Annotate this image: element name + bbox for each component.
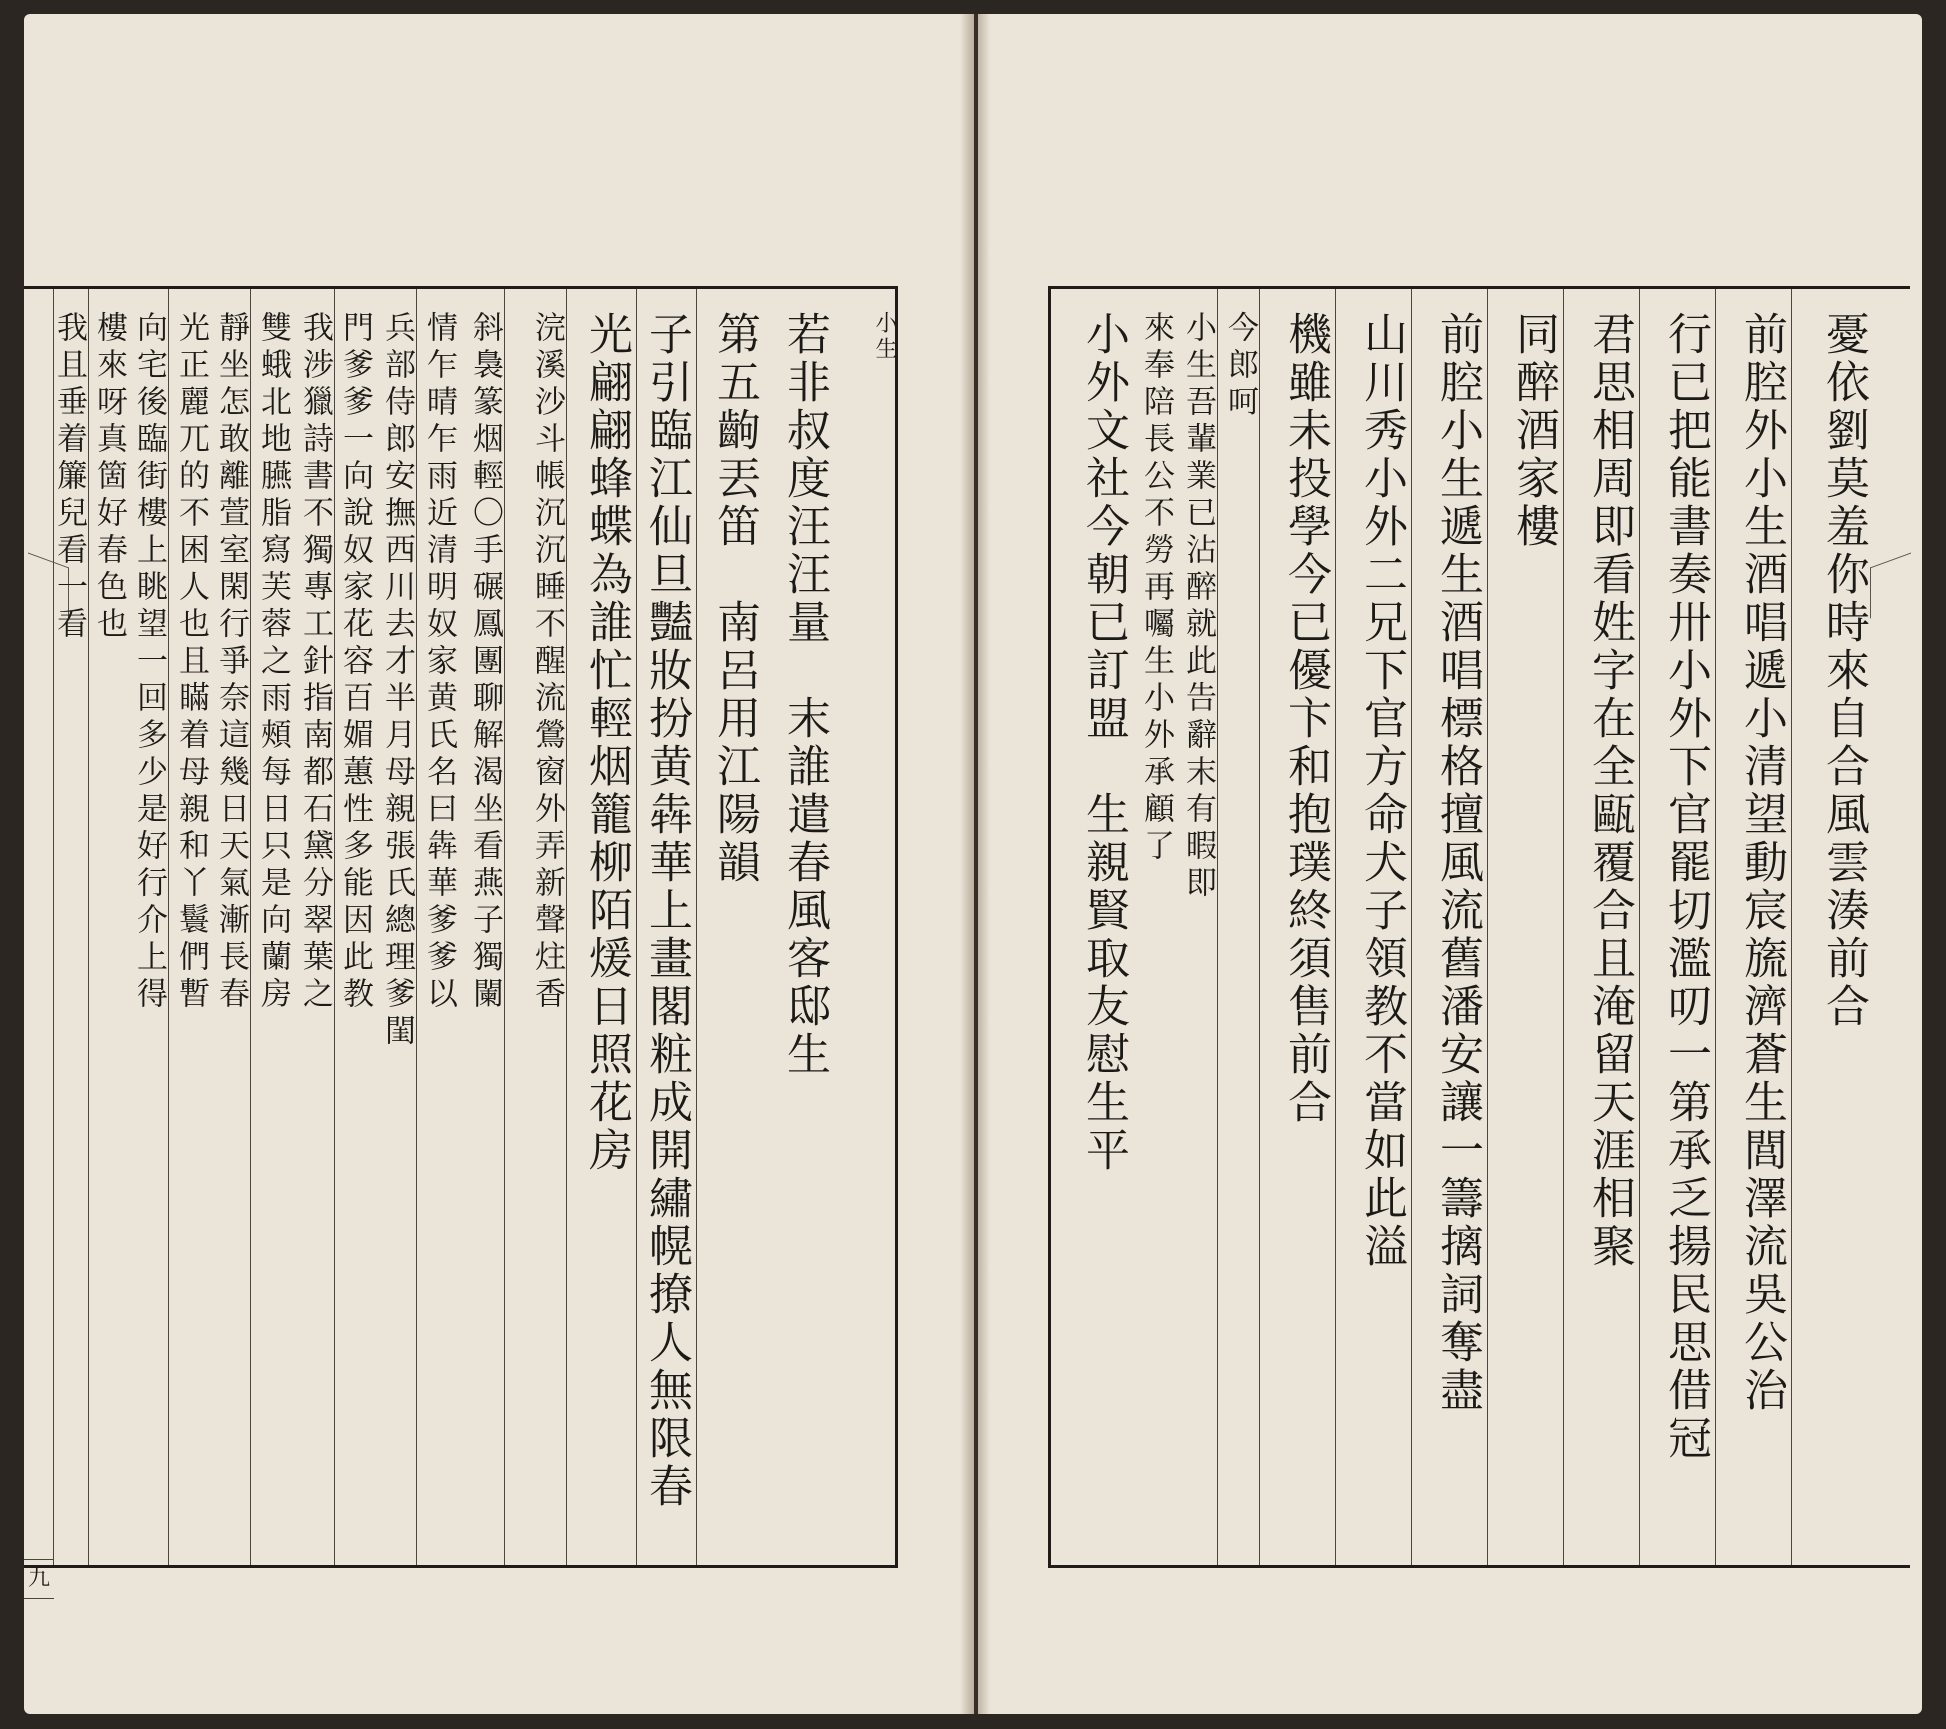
text-column bbox=[1335, 289, 1411, 1565]
column-text: 今郎呵 bbox=[1222, 311, 1258, 422]
text-column bbox=[51, 289, 88, 1565]
text-column bbox=[1791, 289, 1873, 1565]
text-column bbox=[1217, 289, 1259, 1565]
column-text: 若非叔度汪汪量 末誰遣春風客邸生 bbox=[779, 311, 830, 1079]
column-text: 兵部侍郎安撫西川去才半月母親張氏總理爹閨 bbox=[379, 311, 415, 1051]
text-column bbox=[636, 289, 696, 1565]
right-text-frame bbox=[1048, 286, 1910, 1568]
folio-column bbox=[24, 289, 54, 1591]
text-column bbox=[250, 289, 292, 1565]
column-text: 行已把能書奏卅小外下官罷切濫叨一第承乏揚民思借冠 bbox=[1660, 311, 1711, 1463]
column-text: 第五齣丟笛 南呂用江陽韻 bbox=[709, 311, 760, 887]
text-column bbox=[1715, 289, 1791, 1565]
column-text: 情乍晴乍雨近清明奴家黄氏名曰犇華爹爹以 bbox=[421, 311, 457, 1014]
column-text: 雙蛾北地臙脂寫芙蓉之雨頰每日只是向蘭房 bbox=[255, 311, 291, 1014]
column-text: 子引臨江仙旦豔妝扮黄犇華上畫閣粧成開繡幌撩人無限春 bbox=[641, 311, 692, 1511]
column-text: 小外文社今朝已訂盟 生親賢取友慰生平 bbox=[1078, 311, 1129, 1175]
column-text: 君思相周即看姓字在全甌覆合且淹留天涯相聚 bbox=[1584, 311, 1635, 1271]
column-text: 光正麗兀的不困人也且瞞着母親和丫鬟們暫 bbox=[173, 311, 209, 1014]
text-column bbox=[504, 289, 566, 1565]
text-column bbox=[764, 289, 834, 1565]
text-column bbox=[566, 289, 636, 1565]
text-column bbox=[210, 289, 250, 1565]
text-column bbox=[374, 289, 416, 1565]
text-column bbox=[458, 289, 504, 1565]
column-text: 同醉酒家樓 bbox=[1508, 311, 1559, 551]
column-text: 山川秀小外二兄下官方命犬子領教不當如此溢 bbox=[1356, 311, 1407, 1271]
text-column bbox=[1563, 289, 1639, 1565]
text-column bbox=[292, 289, 334, 1565]
text-column bbox=[696, 289, 764, 1565]
column-text: 我涉獵詩書不獨專工針指南都石黛分翠葉之 bbox=[297, 311, 333, 1014]
column-text: 光翩翩蜂蝶為誰忙輕烟籠柳陌煖日照花房 bbox=[581, 311, 632, 1175]
column-text: 來奉陪長公不勞再囑生小外承顧了 bbox=[1138, 311, 1174, 866]
text-column bbox=[88, 289, 128, 1565]
text-column bbox=[1259, 289, 1335, 1565]
text-column bbox=[1051, 289, 1133, 1565]
column-text: 前腔外小生酒唱遞小清望動宸旒濟蒼生閭澤流吳公治 bbox=[1736, 311, 1787, 1415]
column-text: 機雖未投學今已優卞和抱璞終須售前合 bbox=[1280, 311, 1331, 1127]
column-text: 浣溪沙斗帳沉沉睡不醒流鶯窗外弄新聲炷香 bbox=[529, 311, 565, 1014]
text-column bbox=[416, 289, 458, 1565]
text-column bbox=[168, 289, 210, 1565]
column-text: 靜坐怎敢離萱室閑行爭奈這幾日天氣漸長春 bbox=[213, 311, 249, 1014]
text-column bbox=[1639, 289, 1715, 1565]
page-number: 九 bbox=[24, 1559, 54, 1599]
text-column bbox=[834, 289, 898, 1565]
column-text: 我且垂着簾兒看一看 bbox=[51, 311, 87, 644]
text-column bbox=[1487, 289, 1563, 1565]
column-text: 前腔小生遞生酒唱標格擅風流舊潘安讓一籌摛詞奪盡 bbox=[1432, 311, 1483, 1415]
text-column bbox=[1175, 289, 1217, 1565]
text-column bbox=[1411, 289, 1487, 1565]
column-text: 憂依劉莫羞你時來自合風雲湊前合 bbox=[1818, 311, 1869, 1031]
left-text-frame bbox=[24, 286, 898, 1591]
column-text: 門爹爹一向說奴家花容百媚蕙性多能因此教 bbox=[337, 311, 373, 1014]
column-text: 斜裊篆烟輕〇手碾鳳團聊解渴坐看燕子獨闌 bbox=[467, 311, 503, 1014]
column-text: 向宅後臨街樓上眺望一回多少是好行介上得 bbox=[131, 311, 167, 1014]
text-column bbox=[128, 289, 168, 1565]
column-text: 樓來呀真箇好春色也 bbox=[91, 311, 127, 644]
text-column bbox=[334, 289, 374, 1565]
column-text: 小生 bbox=[872, 311, 897, 363]
text-column bbox=[1133, 289, 1175, 1565]
column-text: 小生吾輩業已沾醉就此告辭末有暇即 bbox=[1180, 311, 1216, 903]
